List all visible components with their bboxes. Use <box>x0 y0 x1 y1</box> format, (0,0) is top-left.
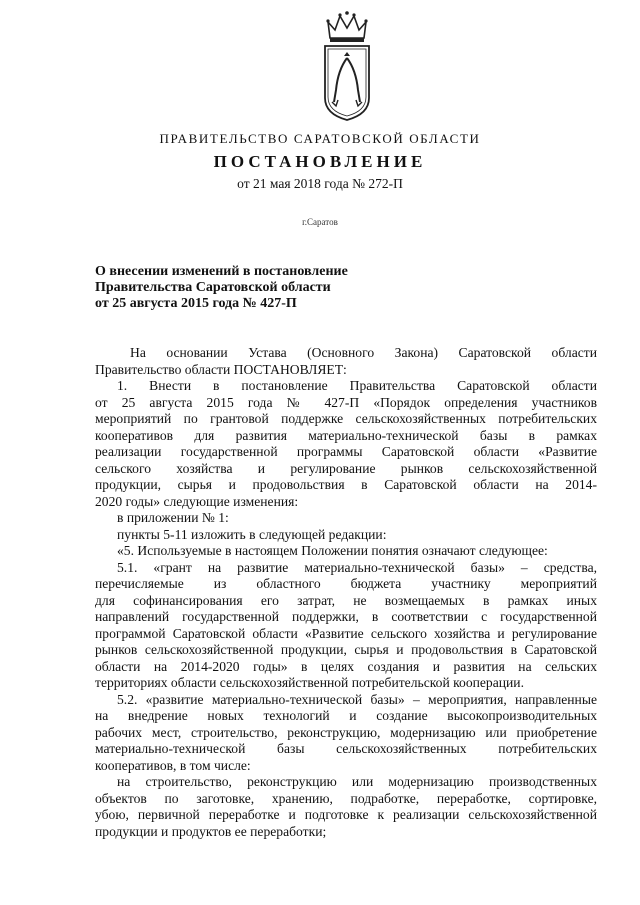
body-line: рынков сельскохозяйственной продукции, сырья и продовольствия в Саратовской <box>95 642 597 657</box>
body-line: сельского хозяйства и регулирование рынков сельскохозяйственной <box>95 460 597 476</box>
body-line: убою, первичной переработке и подготовке к реализации сельскохозяйственной <box>95 807 597 822</box>
body-line: направлений государственной поддержки, в соответствии с государственной <box>95 609 597 624</box>
body-line: перечисляемые из областного бюджета участнику мероприятий <box>95 576 597 591</box>
body-line: в приложении № 1: <box>117 510 229 525</box>
body-line: от 25 августа 2015 года № 427-П «Порядок определения участников <box>95 394 597 410</box>
government-name: ПРАВИТЕЛЬСТВО САРАТОВСКОЙ ОБЛАСТИ <box>159 131 481 146</box>
body-line: 5.1. «грант на развитие материально-технической базы» – средства, <box>117 559 597 575</box>
subject-line: от 25 августа 2015 года № 427-П <box>95 296 297 311</box>
body-line: программой Саратовской области «Развитие сельского хозяйства и регулирование <box>95 625 597 641</box>
body-line: «5. Используемые в настоящем Положении понятия означают следующее: <box>117 543 548 558</box>
body-line: продукции, сырья и продовольствия в Саратовской области на 2014- <box>95 477 597 492</box>
body-line: объектов по заготовке, хранению, подработке, переработке, сортировке, <box>95 790 597 806</box>
body-line: мероприятий по грантовой поддержке сельскохозяйственных потребительских <box>95 411 597 426</box>
document-subject <box>95 264 415 312</box>
document-body <box>95 345 597 840</box>
body-line: материально-технической базы сельскохозяйственных потребительских <box>95 741 597 756</box>
body-line: на строительство, реконструкцию или модернизацию производственных <box>117 774 597 789</box>
body-line: продукции и продуктов ее переработки; <box>95 823 327 839</box>
body-line: кооперативов для развития материально-технической базы в рамках <box>95 427 597 443</box>
body-line: области на 2014-2020 годы» в целях создания и развития на сельских <box>95 658 597 674</box>
body-line: пункты 5-11 изложить в следующей редакции: <box>117 526 387 542</box>
body-line: на внедрение новых технологий и создание высокопроизводительных <box>95 708 597 723</box>
city-name: г.Саратов <box>302 217 338 227</box>
document-type-title: ПОСТАНОВЛЕНИЕ <box>213 152 427 171</box>
subject-line: О внесении изменений в постановление <box>95 264 348 279</box>
document-date-number: от 21 мая 2018 года № 272-П <box>237 176 403 191</box>
body-line: кооперативов, в том числе: <box>95 757 251 773</box>
body-line: территориях области сельскохозяйственной потребительской кооперации. <box>95 675 524 690</box>
body-line: На основании Устава (Основного Закона) Саратовской области <box>130 345 597 360</box>
body-line: 1. Внести в постановление Правительства Саратовской области <box>117 378 597 393</box>
subject-line: Правительства Саратовской области <box>95 280 331 295</box>
body-line: рабочих мест, строительство, реконструкцию, модернизацию или приобретение <box>95 724 597 740</box>
body-line: для софинансирования его затрат, не возмещаемых в рамках иных <box>95 592 597 608</box>
body-line: 2020 годы» следующие изменения: <box>95 493 299 509</box>
body-line: Правительство области ПОСТАНОВЛЯЕТ: <box>95 361 347 377</box>
coat-of-arms-emblem <box>322 10 372 122</box>
body-line: реализации государственной программы Саратовской области «Развитие <box>95 444 597 459</box>
body-line: 5.2. «развитие материально-технической базы» – мероприятия, направленные <box>117 691 597 707</box>
